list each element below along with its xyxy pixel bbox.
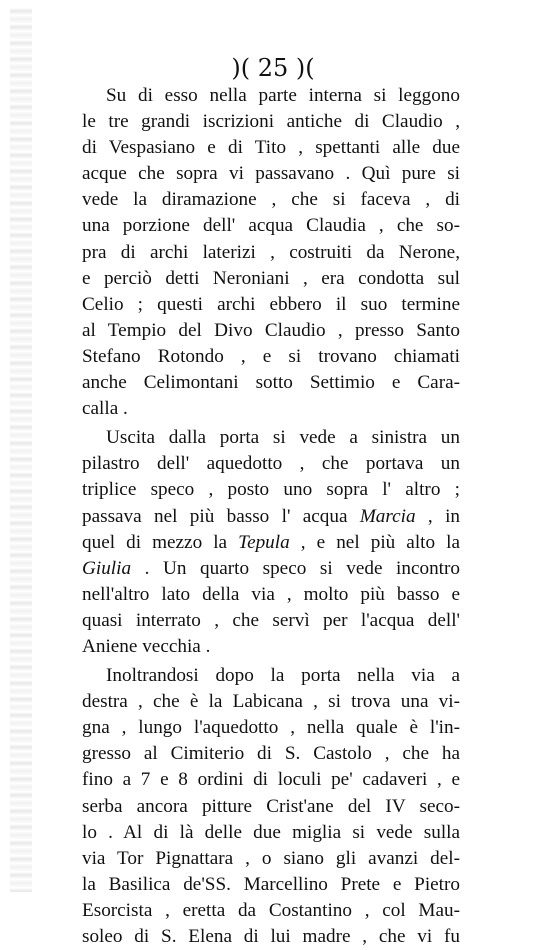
text-line: la Basilica de'SS. Marcellino Prete e Pietro: [82, 873, 460, 895]
page-binding-edge: [10, 8, 32, 892]
text-line: vede la diramazione , che si faceva , di: [82, 189, 460, 211]
text-line: anche Celimontani sotto Settimio e Cara-: [82, 372, 460, 394]
text-line: di Vespasiano e di Tito , spettanti alle due: [82, 137, 460, 159]
body-text: [82, 83, 460, 950]
text-line: Su di esso nella parte interna si leggono: [106, 85, 460, 106]
paragraph: [82, 663, 460, 950]
text-line: Uscita dalla porta si vede a sinistra un: [106, 427, 460, 449]
text-line: e perciò detti Neroniani , era condotta sul: [82, 267, 460, 289]
text-line: Celio ; questi archi ebbero il suo termine: [82, 293, 460, 315]
paragraph: [82, 83, 460, 422]
text-line: soleo di S. Elena di lui madre , che vi fu: [82, 926, 460, 947]
text-line: pilastro dell' aquedotto , che portava un: [82, 453, 460, 475]
text-line: passava nel più basso l' acqua Marcia , in: [82, 505, 460, 527]
text-line: Aniene vecchia .: [82, 635, 211, 657]
text-line: Giulia . Un quarto speco si vede incontro: [82, 557, 460, 579]
paragraph: [82, 425, 460, 660]
text-line: quasi interrato , che servì per l'acqua dell': [82, 609, 460, 631]
italic-term: Marcia: [359, 505, 416, 527]
italic-term: Tepula: [238, 531, 290, 553]
text-line: serba ancora pitture Crist'ane del IV seco-: [82, 795, 460, 817]
text-line: acque che sopra vi passavano . Quì pure si: [82, 163, 460, 185]
text-line: gna , lungo l'aquedotto , nella quale è l'in-: [82, 717, 460, 739]
text-line: quel di mezzo la Tepula , e nel più alto la: [82, 531, 460, 553]
text-line: Esorcista , eretta da Costantino , col Mau-: [82, 899, 460, 921]
text-line: via Tor Pignattara , o siano gli avanzi del-: [82, 847, 460, 869]
page-number: )( 25 )(: [231, 54, 315, 82]
text-line: Inoltrandosi dopo la porta nella via a: [106, 665, 460, 687]
text-line: calla .: [82, 398, 128, 420]
text-line: fino a 7 e 8 ordini di loculi pe' cadaveri , e: [82, 769, 460, 791]
text-line: lo . Al di là delle due miglia si vede sulla: [82, 821, 460, 843]
text-line: una porzione dell' acqua Claudia , che so-: [82, 215, 460, 237]
text-line: Stefano Rotondo , e si trovano chiamati: [82, 345, 460, 367]
text-line: le tre grandi iscrizioni antiche di Claudio ,: [82, 111, 460, 133]
italic-term: Giulia: [82, 557, 132, 579]
text-line: nell'altro lato della via , molto più basso e: [82, 583, 460, 605]
text-line: triplice speco , posto uno sopra l' altro ;: [82, 479, 460, 501]
text-line: pra di archi laterizi , costruiti da Nerone,: [82, 241, 460, 263]
text-line: al Tempio del Divo Claudio , presso Santo: [82, 319, 460, 341]
text-line: destra , che è la Labicana , si trova una vi-: [82, 691, 460, 713]
text-line: gresso al Cimiterio di S. Castolo , che ha: [82, 743, 460, 765]
